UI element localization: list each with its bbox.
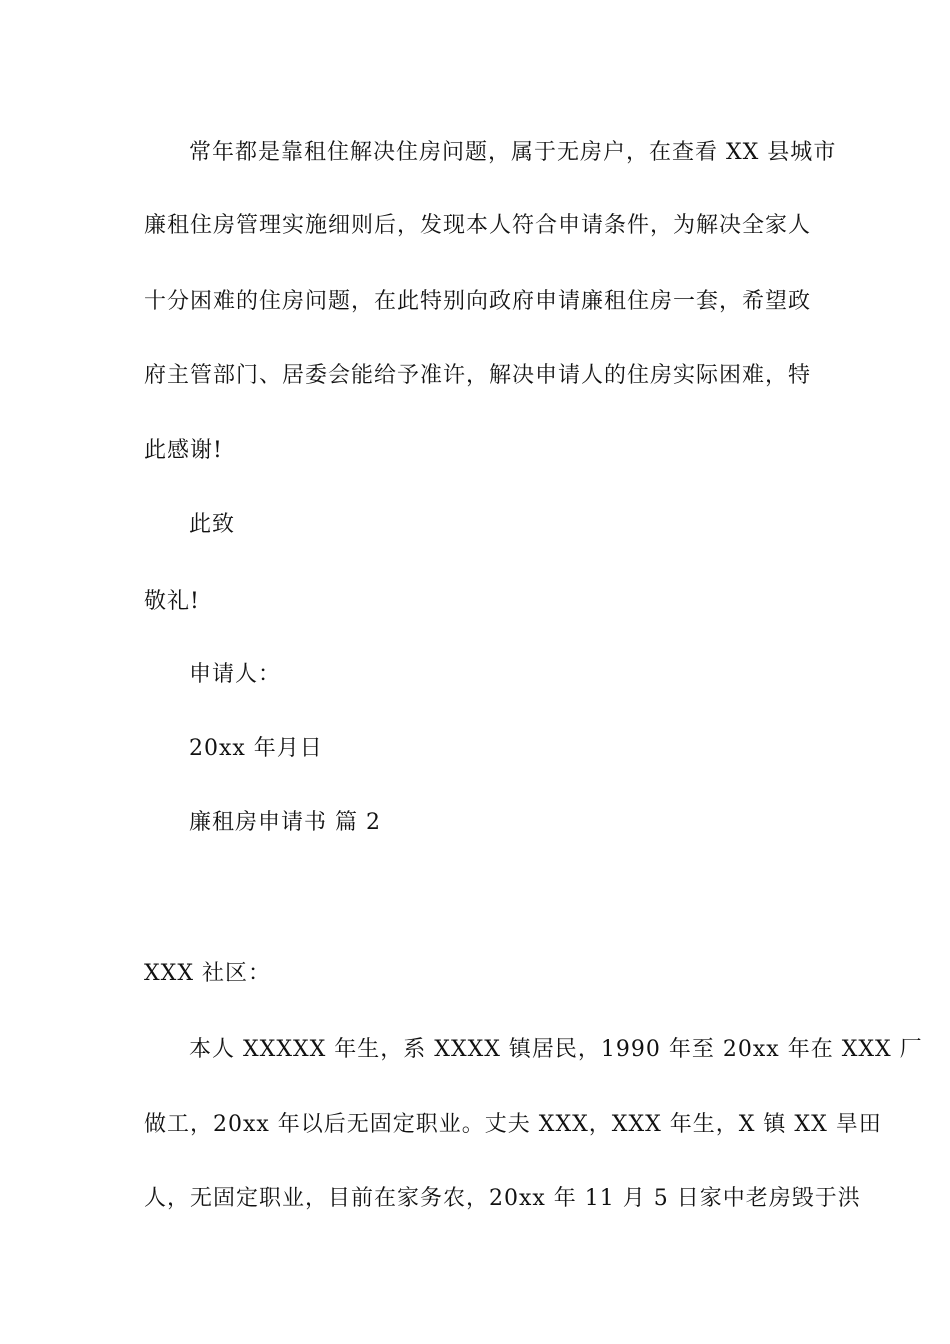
paragraph2-line-2: 做工，20xx 年以后无固定职业。丈夫 XXX，XXX 年生，X 镇 XX 旱田 — [144, 1112, 882, 1137]
addressee: XXX 社区： — [144, 961, 271, 986]
section-title: 廉租房申请书 篇 2 — [189, 810, 381, 835]
paragraph1-line-3: 十分困难的住房问题，在此特别向政府申请廉租住房一套，希望政 — [144, 289, 812, 314]
paragraph1-line-2: 廉租住房管理实施细则后，发现本人符合申请条件，为解决全家人 — [144, 213, 812, 238]
closing-to: 此致 — [189, 512, 236, 537]
paragraph2-line-3: 人，无固定职业，目前在家务农，20xx 年 11 月 5 日家中老房毁于洪 — [144, 1186, 861, 1211]
closing-salute: 敬礼! — [144, 589, 200, 614]
applicant-label: 申请人： — [189, 662, 282, 687]
paragraph1-line-4: 府主管部门、居委会能给予准许，解决申请人的住房实际困难，特 — [144, 363, 812, 388]
paragraph1-line-5: 此感谢! — [144, 438, 223, 463]
paragraph2-line-1: 本人 XXXXX 年生，系 XXXX 镇居民，1990 年至 20xx 年在 XXX 厂 — [189, 1037, 923, 1062]
date-line: 20xx 年月日 — [189, 736, 323, 761]
paragraph1-line-1: 常年都是靠租住解决住房问题，属于无房户，在查看 XX 县城市 — [189, 140, 837, 165]
